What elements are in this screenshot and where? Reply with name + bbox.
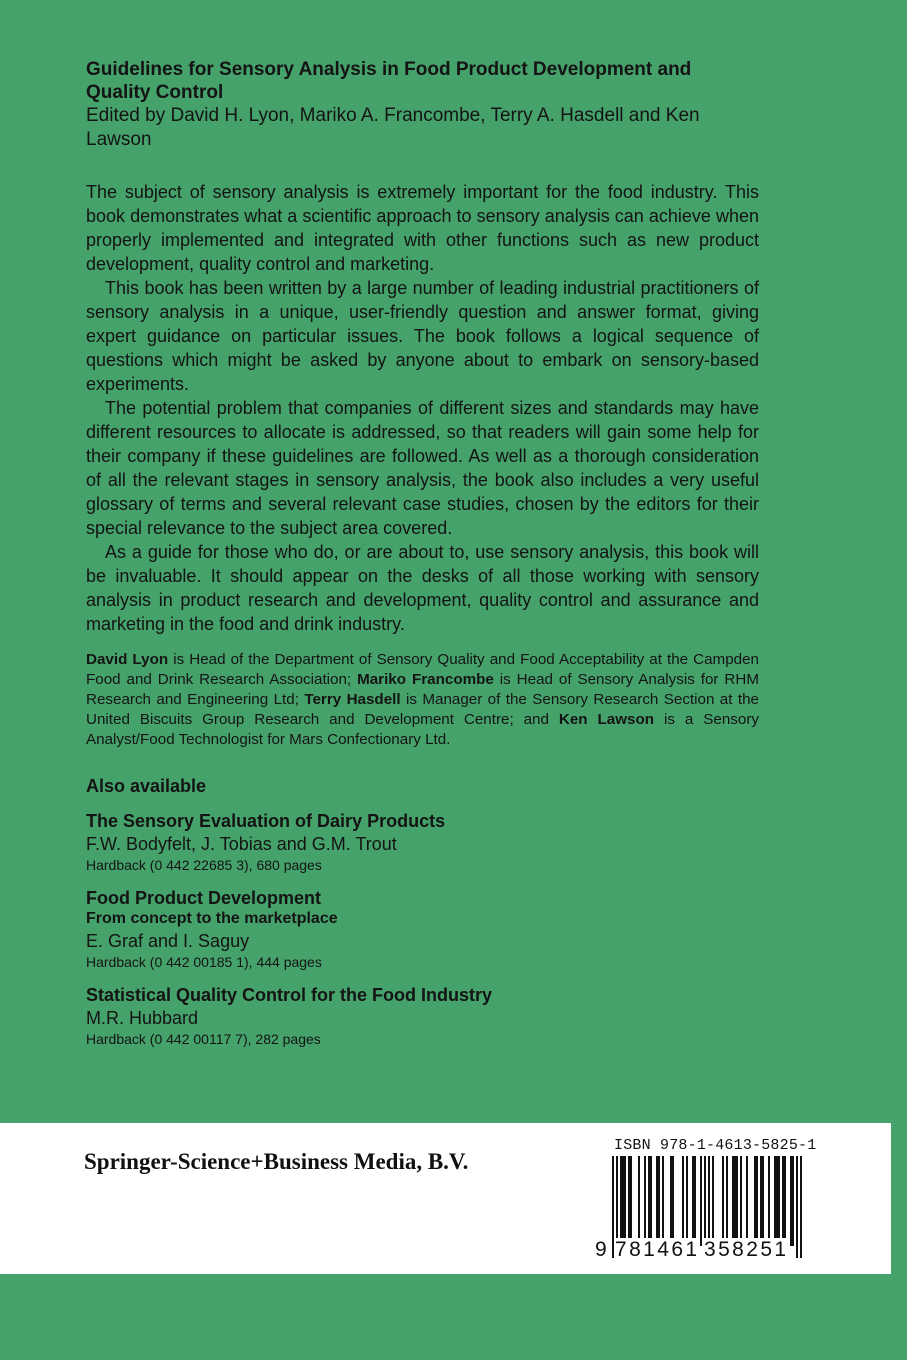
barcode-bar (740, 1156, 742, 1246)
barcode-bar (694, 1156, 696, 1246)
barcode-bar (768, 1156, 770, 1246)
barcode-bar (670, 1156, 672, 1246)
barcode-bar (672, 1156, 674, 1246)
related-book-authors: M.R. Hubbard (86, 1008, 199, 1028)
barcode-bar (734, 1156, 736, 1246)
barcode-bar (722, 1156, 724, 1246)
description-paragraph: As a guide for those who do, or are about to, use sensory analysis, this book will be invaluable. It should appear on the desks of all those working with sensory analysis in product research and development, quality control and assurance and marketing in the food and drink industry. (86, 542, 759, 634)
book-title: Guidelines for Sensory Analysis in Food Product Development and Quality Control (86, 59, 692, 103)
barcode-bar (692, 1156, 694, 1246)
barcode-bar (774, 1156, 776, 1246)
barcode-bar (782, 1156, 784, 1246)
barcode-bar (630, 1156, 632, 1246)
bio-name: Ken Lawson (558, 711, 655, 728)
barcode-bar (746, 1156, 748, 1246)
barcode-bar (682, 1156, 684, 1246)
barcode-digit-first: 9 (595, 1238, 607, 1261)
barcode-bar (754, 1156, 756, 1246)
barcode-bar (712, 1156, 714, 1246)
related-book-subtitle: From concept to the marketplace (86, 910, 338, 927)
related-book (86, 887, 759, 971)
isbn-number: ISBN 978-1-4613-5825-1 (614, 1137, 817, 1154)
bio-name: David Lyon (86, 651, 169, 668)
barcode-bar (776, 1156, 778, 1246)
related-book (86, 810, 759, 874)
editor-bios (86, 650, 759, 750)
bio-text: is Head of the Department of Sensory Quality and Food Acceptability at the Campden Food and Drink Research Association; (86, 651, 759, 688)
barcode-bar (762, 1156, 764, 1246)
bio-name: Terry Hasdell (304, 691, 401, 708)
barcode-bar (760, 1156, 762, 1246)
related-book-authors: F.W. Bodyfelt, J. Tobias and G.M. Trout (86, 834, 397, 854)
barcode-bar (778, 1156, 780, 1246)
barcode-bar (644, 1156, 646, 1246)
related-book-title: Food Product Development (86, 888, 322, 908)
barcode-digits-left: 781461 (615, 1238, 700, 1261)
related-book-details: Hardback (0 442 00185 1), 444 pages (86, 954, 322, 970)
bio-text: is Head of Sensory Analysis for RHM Research and Engineering Ltd; (86, 671, 759, 708)
barcode-bar (784, 1156, 786, 1246)
barcode-bar (650, 1156, 652, 1246)
barcode-bar (792, 1156, 794, 1246)
cover-text (86, 58, 759, 1048)
barcode-bar (656, 1156, 658, 1246)
barcode-bar (736, 1156, 738, 1246)
barcode-bar (662, 1156, 664, 1246)
barcode-bar (648, 1156, 650, 1246)
bio-text: is Manager of the Sensory Research Section at the United Biscuits Group Research and Development Centre; and (86, 691, 759, 728)
barcode-digits-right: 358251 (704, 1238, 789, 1261)
barcode-bar (756, 1156, 758, 1246)
barcode-bar (638, 1156, 640, 1246)
related-book-details: Hardback (0 442 00117 7), 282 pages (86, 1031, 321, 1047)
barcode-bar (622, 1156, 624, 1246)
barcode-bar (658, 1156, 660, 1246)
barcode-bar (628, 1156, 630, 1246)
book-editors: Edited by David H. Lyon, Mariko A. Francombe, Terry A. Hasdell and Ken Lawson (86, 105, 700, 150)
barcode-bar (700, 1156, 702, 1246)
description-paragraph: This book has been written by a large number of leading industrial practitioners of sensory analysis in a unique, user-friendly question and answer format, giving expert guidance on particular issues. The book follows a logical sequence of questions which might be asked by anyone about to embark on sensory-based experiments. (86, 278, 759, 394)
related-book-title: Statistical Quality Control for the Food Industry (86, 985, 493, 1005)
related-book-details: Hardback (0 442 22685 3), 680 pages (86, 857, 322, 873)
description (86, 180, 759, 636)
also-available-heading: Also available (86, 776, 207, 796)
barcode-bar (726, 1156, 728, 1246)
barcode-bar (800, 1156, 802, 1258)
publisher-name: Springer-Science+Business Media, B.V. (84, 1149, 469, 1174)
description-paragraph: The potential problem that companies of different sizes and standards may have different resources to allocate is addressed, so that readers will gain some help for their company if these guidelines are followed. As well as a thorough consideration of all the relevant stages in sensory analysis, the book also includes a very useful glossary of terms and several relevant case studies, chosen by the editors for their special relevance to the subject area covered. (86, 398, 759, 538)
barcode-bar (790, 1156, 792, 1246)
barcode-bar (620, 1156, 622, 1246)
barcode-bar (686, 1156, 688, 1246)
bio-name: Mariko Francombe (357, 671, 494, 688)
barcode-bar (732, 1156, 734, 1246)
related-book-authors: E. Graf and I. Saguy (86, 931, 250, 951)
barcode-bar (624, 1156, 626, 1246)
description-paragraph: The subject of sensory analysis is extremely important for the food industry. This book demonstrates what a scientific approach to sensory analysis can achieve when properly implemented and integrated with other functions such as new product development, quality control and marketing. (86, 182, 759, 274)
bio-text: is a Sensory Analyst/Food Technologist for Mars Confectionary Ltd. (86, 711, 759, 748)
barcode-bar (796, 1156, 798, 1258)
related-book-title: The Sensory Evaluation of Dairy Products (86, 811, 446, 831)
related-book (86, 984, 759, 1048)
